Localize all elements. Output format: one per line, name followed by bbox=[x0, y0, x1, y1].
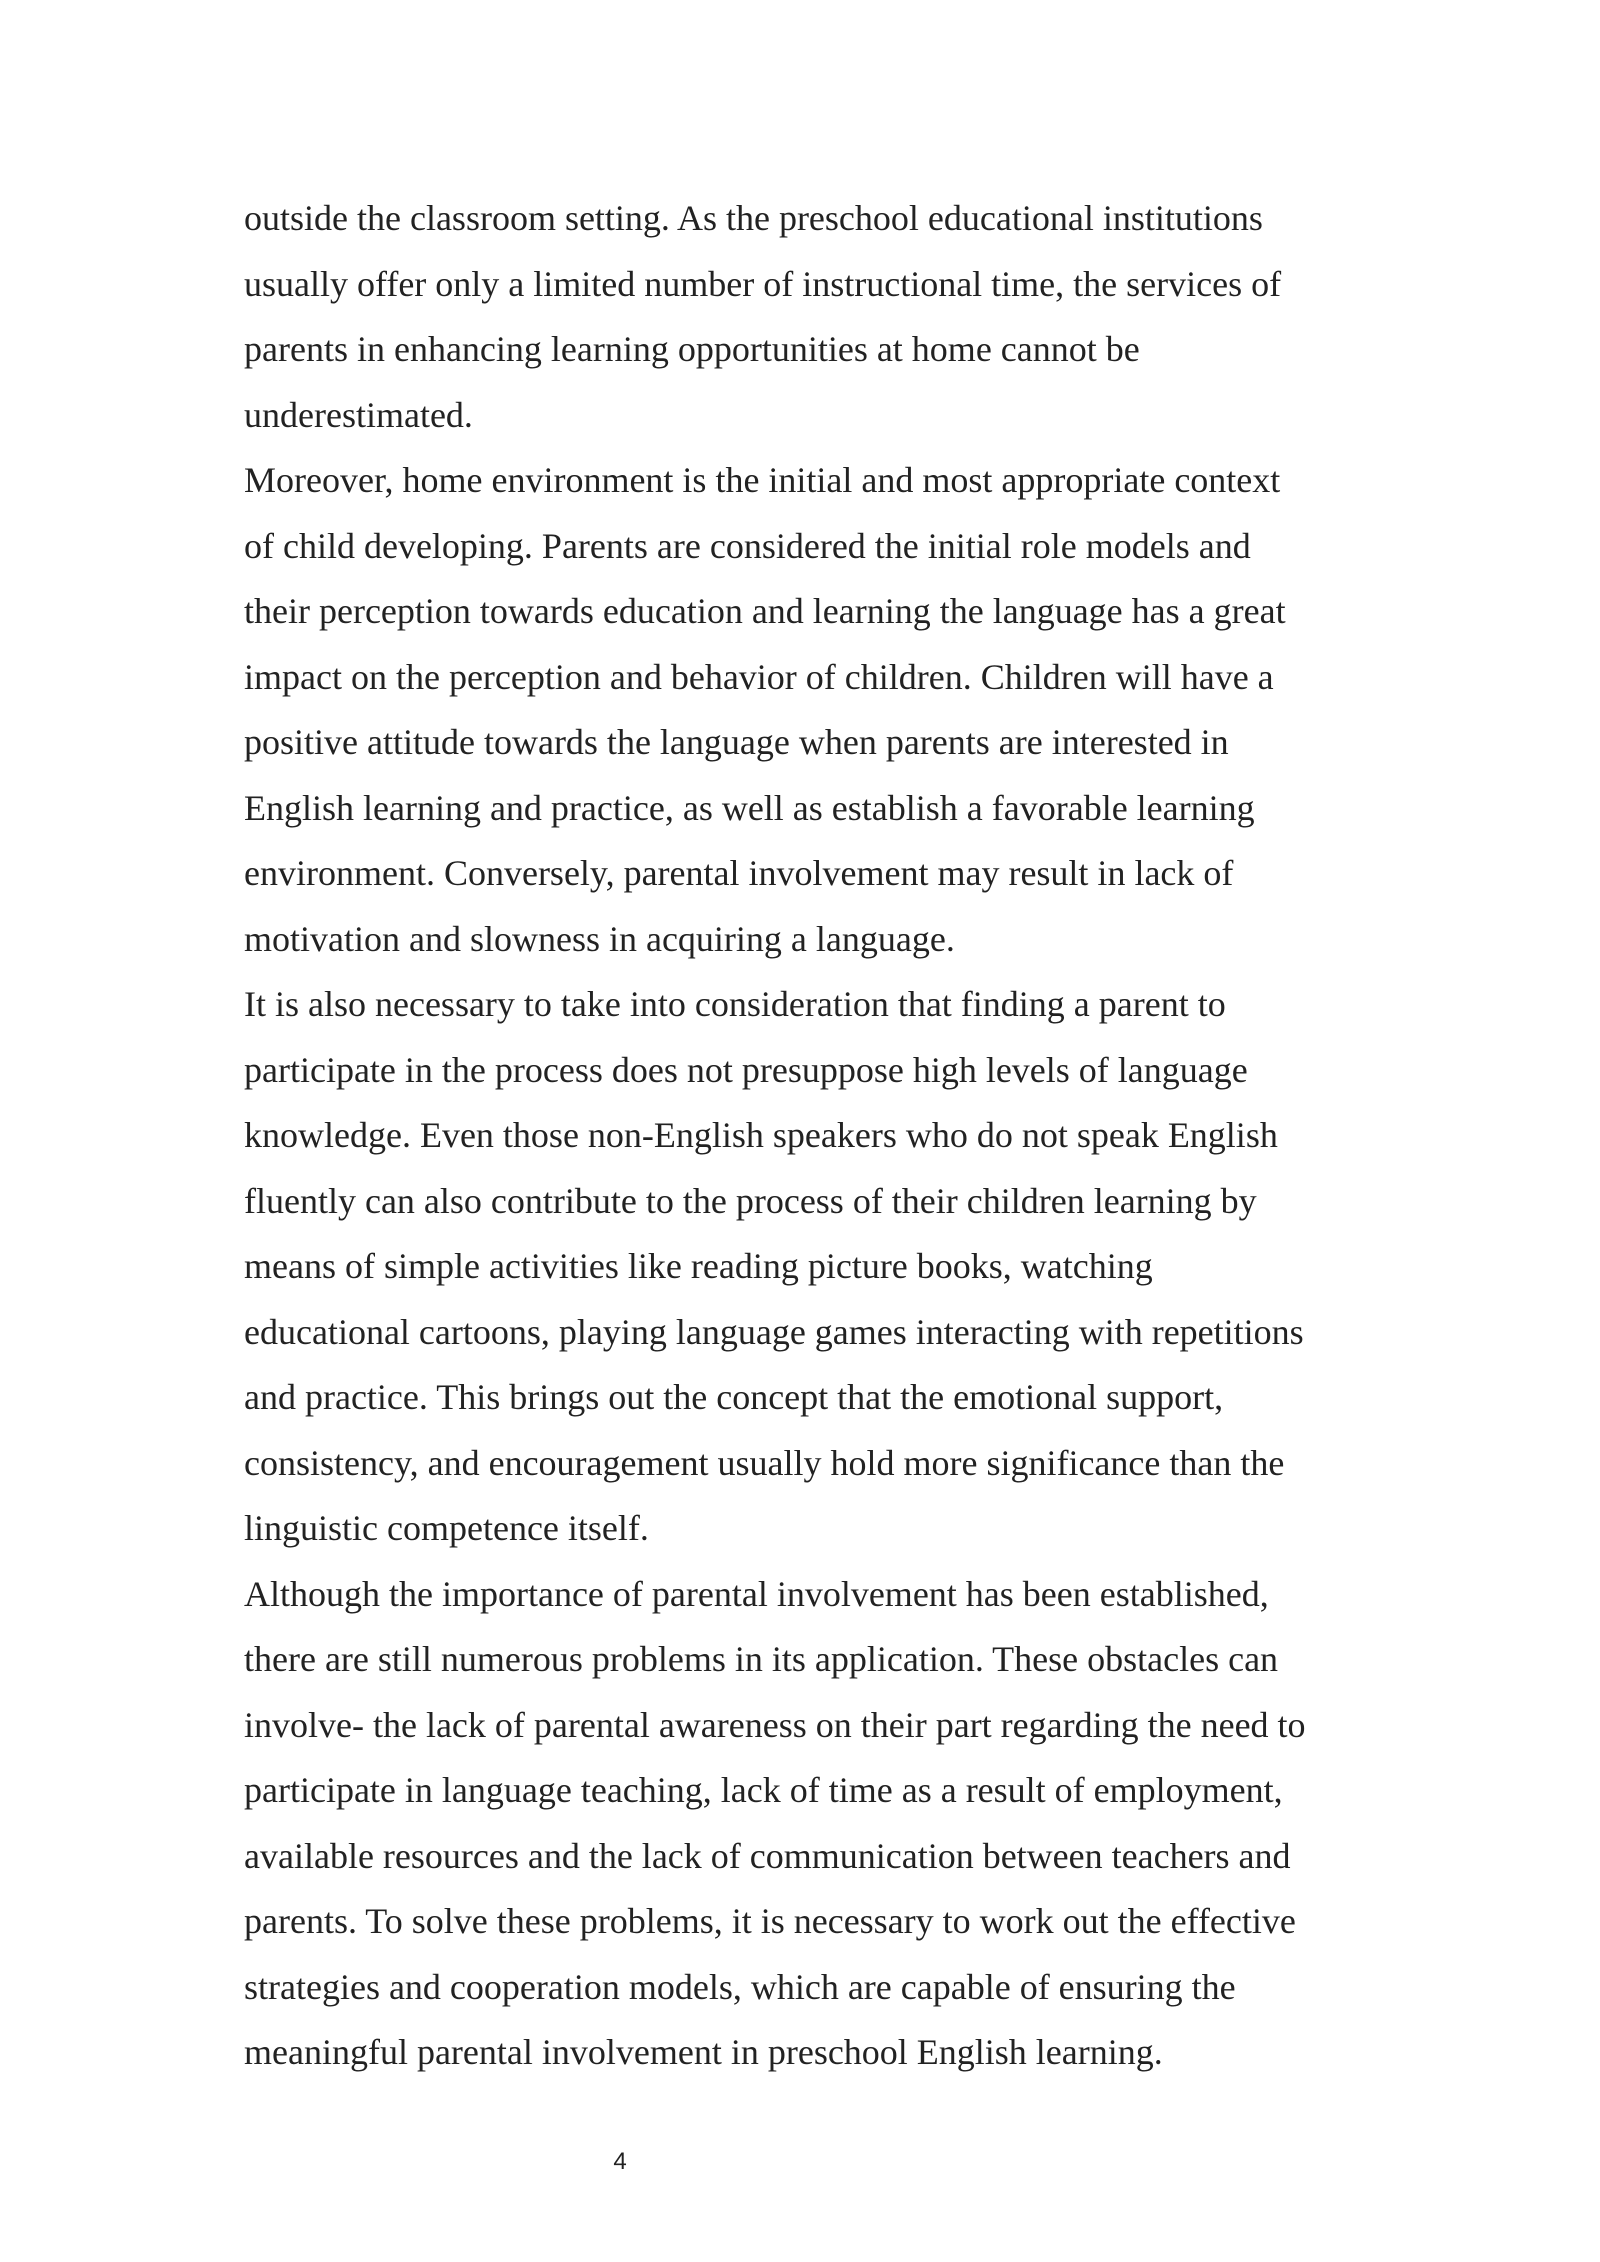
text-line: and practice. This brings out the concept that the emotional support, bbox=[244, 1377, 1224, 1417]
text-line: It is also necessary to take into consideration that finding a parent to bbox=[244, 984, 1226, 1024]
text-line: positive attitude towards the language when parents are interested in bbox=[244, 722, 1229, 762]
text-line: strategies and cooperation models, which are capable of ensuring the bbox=[244, 1966, 1236, 2007]
text-line: usually offer only a limited number of instructional time, the services of bbox=[244, 263, 1282, 304]
text-line: linguistic competence itself. bbox=[244, 1508, 649, 1548]
text-line: parents in enhancing learning opportunities at home cannot be bbox=[244, 329, 1140, 369]
text-line: meaningful parental involvement in preschool English learning. bbox=[244, 2032, 1163, 2072]
text-line: knowledge. Even those non-English speakers who do not speak English bbox=[244, 1115, 1278, 1155]
text-line: outside the classroom setting. As the preschool educational institutions bbox=[244, 198, 1263, 238]
text-line: parents. To solve these problems, it is necessary to work out the effective bbox=[244, 1901, 1296, 1941]
text-line: consistency, and encouragement usually hold more significance than the bbox=[244, 1442, 1285, 1483]
text-line: English learning and practice, as well as establish a favorable learning bbox=[244, 787, 1255, 828]
text-line: Although the importance of parental involvement has been established, bbox=[244, 1573, 1269, 1614]
text-line: motivation and slowness in acquiring a language. bbox=[244, 918, 955, 959]
text-line: environment. Conversely, parental involvement may result in lack of bbox=[244, 853, 1234, 893]
body-text bbox=[244, 186, 1384, 2086]
text-line: impact on the perception and behavior of children. Children will have a bbox=[244, 656, 1274, 697]
text-line: fluently can also contribute to the process of their children learning by bbox=[244, 1180, 1257, 1221]
text-line: participate in language teaching, lack of time as a result of employment, bbox=[244, 1770, 1283, 1810]
text-line: means of simple activities like reading picture books, watching bbox=[244, 1246, 1153, 1286]
text-line: participate in the process does not presuppose high levels of language bbox=[244, 1049, 1248, 1090]
text-line: of child developing. Parents are considered the initial role models and bbox=[244, 525, 1251, 566]
text-line: available resources and the lack of communication between teachers and bbox=[244, 1835, 1291, 1876]
text-line: involve- the lack of parental awareness on their part regarding the need to bbox=[244, 1704, 1306, 1745]
text-line: educational cartoons, playing language games interacting with repetitions bbox=[244, 1311, 1304, 1352]
text-line: underestimated. bbox=[244, 394, 473, 435]
text-line: there are still numerous problems in its application. These obstacles can bbox=[244, 1639, 1279, 1679]
text-line: their perception towards education and learning the language has a great bbox=[244, 591, 1286, 631]
text-line: Moreover, home environment is the initial and most appropriate context bbox=[244, 460, 1281, 500]
page-number: 4 bbox=[613, 2148, 627, 2175]
